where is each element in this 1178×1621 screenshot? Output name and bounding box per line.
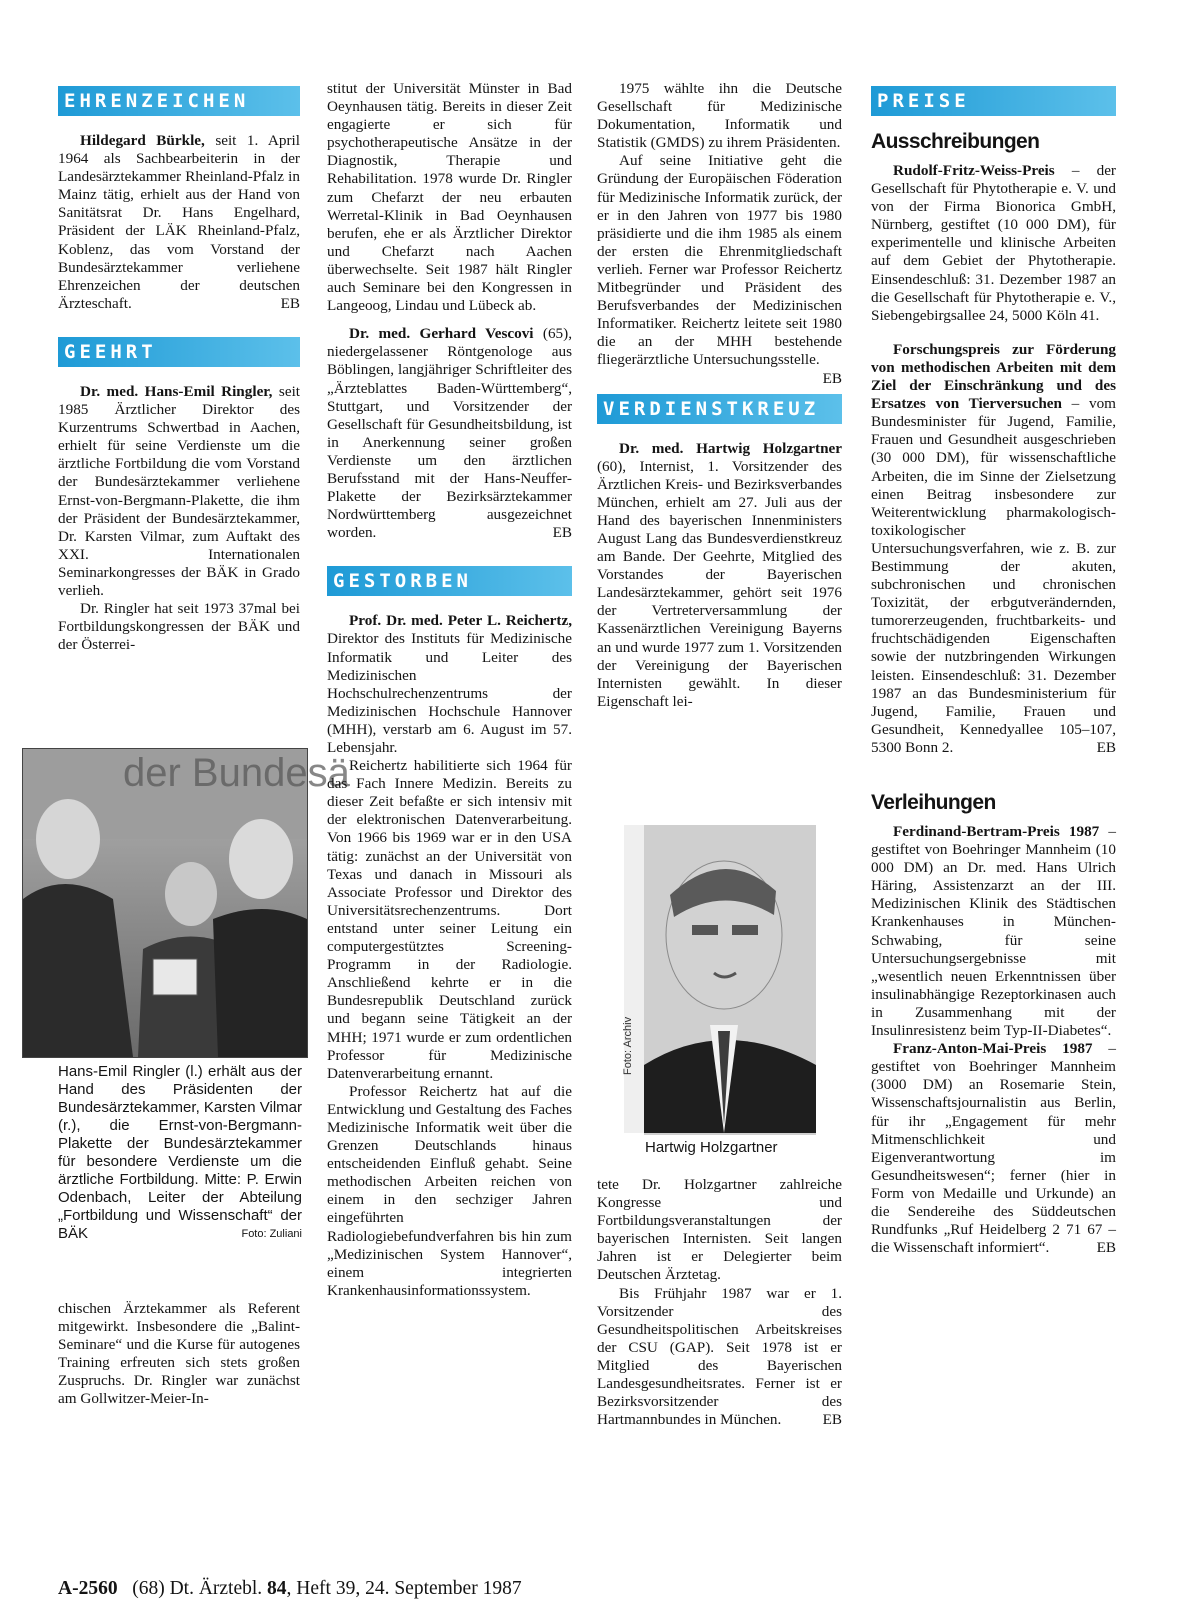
article-ringler-cont2: chischen Ärztekammer als Referent mitgewirkt. Insbesondere die „Balint-Seminare“ und die Kurse für autogenes Training erfreuten sich stets großen Zuspruchs. Dr. Ringler war zunächst am Gollwitzer-Meier-In- (58, 1300, 300, 1408)
portrait-image (624, 825, 816, 1133)
section-header-ehrenzeichen: EHRENZEICHEN (58, 86, 300, 116)
photo-banner-text: der Bundesä (123, 751, 350, 795)
photo-credit-archiv: Foto: Archiv (622, 1016, 634, 1075)
photo-ringler-award (22, 748, 350, 1058)
prize-name: Franz-Anton-Mai-Preis 1987 (893, 1040, 1093, 1058)
author-sig: EB (552, 524, 572, 542)
article-holzgartner: Dr. med. Hartwig Holzgartner (60), Internist, 1. Vorsitzender des Ärztlichen Kreis- und Bezirksverbandes München, erhielt am 27. Juli aus der Hand des bayerischen Innenministers August Lang das Bundesverdienstkreuz am Bande. Der Geehrte, Mitglied des Vorstandes der Bayerischen Landesärztekammer, gehört seit 1976 der Vertreterversammlung der Kassenärztlichen Vereinigung Bayerns an und wurde 1977 zum 1. Vorsitzenden der Vereinigung der Bayerischen Internisten gewählt. In dieser Eigenschaft lei- (597, 439, 842, 710)
person-name: Dr. med. Gerhard Vescovi (349, 325, 534, 343)
prize-name: Forschungspreis zur Förderung von methodischen Arbeiten mit dem Ziel der Einschränkung und des Ersatzes von Tierversuchen (871, 340, 1116, 413)
prize-forschungspreis: Forschungspreis zur Förderung von methodischen Arbeiten mit dem Ziel der Einschränkung und des Ersatzes von Tierversuchen – vom Bundesminister für Jugend, Familie, Frauen und Gesundheit ausgeschrieben (30 000 DM), für wissenschaftliche Arbeiten, die im Sinne der Zielsetzung einen Beitrag insbesondere zur Weiterentwicklung pharmakologisch-toxikologischer Untersuchungsverfahren, wie z. B. zur Bestimmung der akuten, subchronischen und chronischen Toxizität, der erbgutverändernden, tumorerzeugenden, fruchtbarkeits- und fruchtschädigenden Eigenschaften sowie der nutzbringenden Wirkungen leisten. Einsendeschluß: 31. Dezember 1987 an das Bundesministerium für Jugend, Familie, Frauen und Gesundheit, Kennedyallee 105–107, 5300 Bonn 2. EB (871, 340, 1116, 756)
section-header-geehrt: GEEHRT (58, 337, 300, 367)
prize-name: Rudolf-Fritz-Weiss-Preis (893, 162, 1055, 179)
article-ringler-cont3: stitut der Universität Münster in Bad Oeynhausen tätig. Bereits in dieser Zeit engagierte er sich für psychotherapeutische Ansätze in der Diagnostik, Therapie und Rehabilitation. 1978 wurde Dr. Ringler zum Chefarzt der neu erbauten Werretal-Klinik in Bad Oeynhausen berufen, ehe er als Ärztlicher Direktor und Chefarzt nach Aachen überwechselte. Seit 1987 hält Ringler auch Seminare bei den Kongressen in Langeoog, Lindau und Lübeck ab. (327, 80, 572, 315)
journal-ref: (68) Dt. Ärztebl. (132, 1578, 263, 1599)
column-1 (58, 80, 300, 654)
photo-caption-ringler: Hans-Emil Ringler (l.) erhält aus der Hand des Präsidenten der Bundesärztekammer, Karsten Vilmar (r.), die Ernst-von-Bergmann-Plakette der Bundesärztekammer für besondere Verdienste um die ärztliche Fortbildung. Mitte: P. Erwin Odenbach, Leiter der Abteilung „Fortbildung und Wissenschaft“ der BÄK Foto: Zuliani (58, 1063, 302, 1242)
author-sig: EB (1096, 1239, 1116, 1257)
person-name: Hildegard Bürkle, (80, 132, 205, 149)
prize-name: Ferdinand-Bertram-Preis 1987 (893, 823, 1100, 840)
column-3-lower (597, 1176, 842, 1429)
article-reichertz-p5: Auf seine Initiative geht die Gründung der Europäischen Föderation für Medizinische Informatik zurück, der er in den Jahren von 1977 bis 1980 präsidierte und die ihm 1985 als einem der ersten die Ehrenmitgliedschaft verlieh. Ferner war Professor Reichertz Mitbegründer und Präsident des Berufsverbandes der Medizinischen Informatiker. Reichertz leitete seit 1980 die an der MHH bestehende fliegerärztliche Untersuchungsstelle. EB (597, 152, 842, 387)
person-name: Dr. med. Hans-Emil Ringler, (80, 382, 273, 400)
article-reichertz-p3: Professor Reichertz hat auf die Entwicklung und Gestaltung des Faches Medizinische Informatik weit über die Grenzen Deutschlands hinaus entscheidenden Einfluß gehabt. Seine methodischen Arbeiten reichen von einem in den sechziger Jahren eingeführten Radiologiebefundverfahren bis hin zum „Medizinischen System Hannover“, einem integrierten Krankenhausinformationssystem. (327, 1082, 572, 1299)
author-sig: EB (822, 369, 842, 387)
author-sig: EB (1096, 738, 1116, 756)
page-footer (58, 1578, 522, 1600)
column-3 (597, 80, 842, 711)
person-name: Dr. med. Hartwig Holzgartner (619, 439, 842, 457)
person-name: Prof. Dr. med. Peter L. Reichertz, (349, 612, 572, 630)
article-reichertz-p2: Reichertz habilitierte sich 1964 für das Fach Innere Medizin. Bereits zu dieser Zeit befaßte er sich intensiv mit der elektronischen Datenverarbeitung. Von 1966 bis 1969 war er in den USA tätig: zunächst an der Universität von Texas und danach in Missouri als Associate Professor und Direktor des Universitätsrechenzentrums. Dort entstand unter seiner Leitung ein computergestütztes Screening-Programm in der Radiologie. Anschließend kehrte er in die Bundesrepublik Deutschland zurück und begann seine Tätigkeit an der MHH; 1971 wurde er zum ordentlichen Professor für Medizinische Datenverarbeitung ernannt. (327, 757, 572, 1082)
prize-mai: Franz-Anton-Mai-Preis 1987 – gestiftet von Boehringer Mannheim (3000 DM) an Rosemarie Stein, Wissenschaftsjournalistin aus Berlin, für ihr „Engagement für mehr Mitmenschlichkeit und Eigenverantwortung im Gesundheitswesen“; ferner (hier in Form von Medaille und Urkunde) an die Sendereihe des Süddeutschen Rundfunks „Ruf Heidelberg 2 71 67 – die Wissenschaft informiert“. EB (871, 1040, 1116, 1257)
photo-credit: Foto: Zuliani (241, 1228, 302, 1240)
section-header-gestorben: GESTORBEN (327, 566, 572, 596)
subheading-verleihungen: Verleihungen (871, 791, 996, 814)
issue-date: , Heft 39, 24. September 1987 (286, 1578, 522, 1599)
column-2 (327, 80, 572, 1300)
article-reichertz: Prof. Dr. med. Peter L. Reichertz, Direktor des Instituts für Medizinische Informatik und Leiter des Medizinischen Hochschulrechenzentrums der Medizinischen Hochschule Hannover (MHH), verstarb am 6. August im 57. Lebensjahr. (327, 612, 572, 756)
article-holzgartner-p2: Bis Frühjahr 1987 war er 1. Vorsitzender des Gesundheitspolitischen Arbeitskreises der CSU (GAP). Seit 1978 ist er Mitglied des Bayerischen Landesgesundheitsrates. Ferner ist er Bezirksvorsitzender des Hartmannbundes in München. EB (597, 1284, 842, 1429)
subheading-ausschreibungen: Ausschreibungen (871, 130, 1040, 153)
article-buerkle: Hildegard Bürkle, seit 1. April 1964 als Sachbearbeiterin in der Landesärztekammer Rheinland-Pfalz in Mainz tätig, erhielt aus der Hand von Sanitätsrat Dr. Hans Engelhard, Präsident der LÄK Rheinland-Pfalz, Koblenz, das vom Vorstand der Bundesärztekammer verliehene Ehrenzeichen der deutschen Ärzteschaft. EB (58, 132, 300, 312)
section-header-preise: PREISE (871, 86, 1116, 116)
article-ringler: Dr. med. Hans-Emil Ringler, seit 1985 Ärztlicher Direktor des Kurzentrums Schwertbad in Aachen, erhielt für seine Verdienste um die ärztliche Fortbildung die vom Vorstand der Bundesärztekammer verliehene Ernst-von-Bergmann-Plakette, die ihm der Präsident der Bundesärztekammer, Dr. Karsten Vilmar, zum Auftakt des XXI. Internationalen Seminarkongresses der BÄK in Grado verlieh. (58, 382, 301, 599)
photo-caption-holzgartner: Hartwig Holzgartner (645, 1139, 778, 1156)
section-header-verdienstkreuz: VERDIENSTKREUZ (597, 394, 842, 424)
article-holzgartner-cont: tete Dr. Holzgartner zahlreiche Kongresse und Fortbildungsveranstaltungen der bayerischen Internisten. Seit langen Jahren ist er Delegierter beim Deutschen Ärztetag. (597, 1176, 842, 1284)
author-sig: EB (280, 294, 300, 312)
article-vescovi: Dr. med. Gerhard Vescovi (65), niedergelassener Röntgenologe aus Böblingen, langjähriger Schriftleiter des „Ärzteblattes Baden-Württemberg“, Stuttgart, und Vorsitzender der Gesellschaft für Gesundheitsbildung, ist in Anerkennung seiner großen Verdienste um den ärztlichen Berufsstand mit der Hans-Neuffer-Plakette der Bezirksärztekammer Nordwürttemberg ausgezeichnet worden. EB (327, 325, 572, 542)
page-number: A-2560 (58, 1578, 118, 1599)
volume: 84 (267, 1578, 287, 1599)
author-sig: EB (822, 1411, 842, 1429)
prize-bertram: Ferdinand-Bertram-Preis 1987 – gestiftet von Boehringer Mannheim (10 000 DM) an Dr. med. Hans Ulrich Häring, Assistenzarzt an der III. Medizinischen Klinik des Städtischen Krankenhauses in München-Schwabing, für seine Untersuchungsergebnisse mit „wesentlich neuen Erkenntnissen über insulinabhängige Rezeptorkinasen auch in Zusammenhang mit der Insulinresistenz beim Typ-II-Diabetes“. (871, 823, 1116, 1040)
article-ringler-cont: Dr. Ringler hat seit 1973 37mal bei Fortbildungskongressen der BÄK und der Österrei- (58, 600, 300, 654)
column-4 (871, 80, 1116, 1257)
photo-holzgartner (624, 825, 816, 1133)
column-1-lower (58, 1300, 300, 1409)
article-reichertz-p4: 1975 wählte ihn die Deutsche Gesellschaft für Medizinische Dokumentation, Informatik und Statistik (GMDS) zu ihrem Präsidenten. (597, 80, 842, 152)
prize-weiss: Rudolf-Fritz-Weiss-Preis – der Gesellschaft für Phytotherapie e. V. und von der Firma Bionorica GmbH, Nürnberg, gestiftet (10 000 DM), für experimentelle und klinische Arbeiten auf dem Gebiet der Phytotherapie. Einsendeschluß: 31. Dezember 1987 an die Gesellschaft für Phytotherapie e. V., Siebengebirgsallee 24, 5000 Köln 41. (871, 162, 1116, 324)
